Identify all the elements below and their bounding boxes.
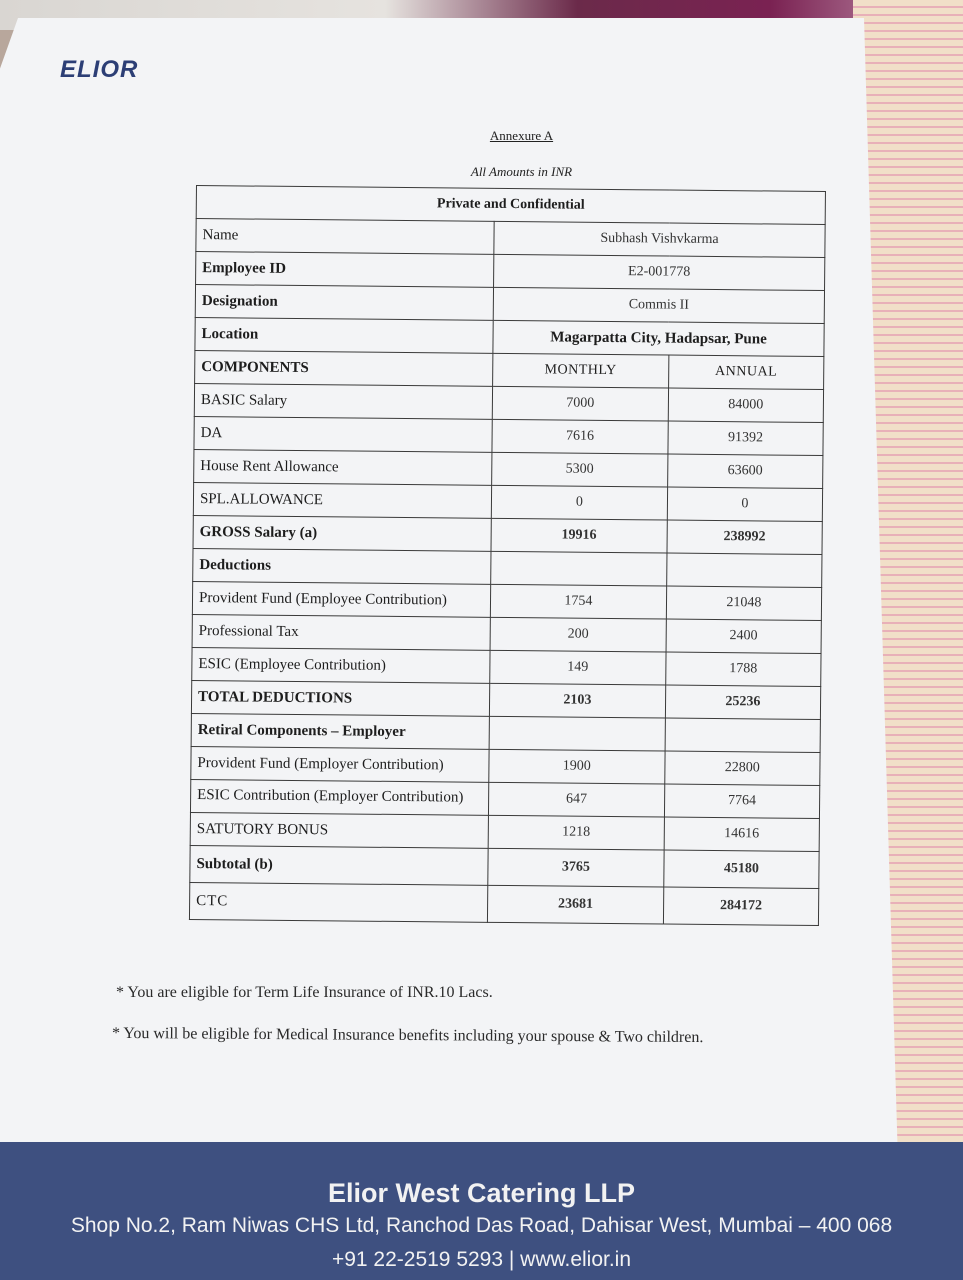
- empty-cell: [666, 553, 822, 587]
- info-label: Location: [195, 317, 493, 353]
- monthly-value: 1754: [490, 584, 666, 619]
- monthly-value: 1900: [489, 749, 665, 784]
- subtotal-annual: 45180: [664, 850, 820, 888]
- deductions-header: Deductions: [193, 548, 491, 584]
- info-value: Subhash Vishvkarma: [494, 221, 825, 257]
- retiral-header: Retiral Components – Employer: [191, 713, 489, 749]
- footer-address: Shop No.2, Ram Niwas CHS Ltd, Ranchod Das Road, Dahisar West, Mumbai – 400 068: [70, 1214, 893, 1237]
- row-label: Professional Tax: [192, 614, 490, 650]
- row-label: Provident Fund (Employer Contribution): [191, 746, 489, 782]
- subtotal-label: Subtotal (b): [190, 845, 488, 885]
- footer-contact: +91 22-2519 5293 | www.elior.in: [331, 1248, 632, 1271]
- monthly-value: 647: [488, 782, 664, 817]
- row-label: Provident Fund (Employee Contribution): [192, 581, 490, 617]
- row-label: DA: [194, 416, 492, 452]
- info-value: Magarpatta City, Hadapsar, Pune: [493, 320, 824, 356]
- annual-value: 63600: [667, 454, 823, 488]
- info-label: Name: [196, 219, 494, 255]
- gross-label: GROSS Salary (a): [193, 515, 491, 551]
- total-deductions-annual: 25236: [665, 685, 821, 719]
- annexure-title: Annexure A: [489, 128, 554, 143]
- amount-note: All Amounts in INR: [470, 164, 573, 179]
- monthly-value: 200: [490, 617, 666, 652]
- annual-value: 0: [667, 487, 823, 521]
- row-label: House Rent Allowance: [194, 449, 492, 485]
- total-deductions-label: TOTAL DEDUCTIONS: [191, 680, 489, 716]
- salary-sheet: [189, 185, 826, 926]
- monthly-value: 5300: [492, 452, 668, 487]
- empty-cell: [489, 716, 665, 751]
- annual-value: 21048: [666, 586, 822, 620]
- ctc-label: CTC: [189, 882, 487, 922]
- annual-value: 91392: [668, 421, 824, 455]
- total-deductions-monthly: 2103: [489, 683, 665, 718]
- footer-company-name: Elior West Catering LLP: [327, 1178, 636, 1208]
- empty-cell: [491, 551, 667, 586]
- components-label: COMPONENTS: [195, 350, 493, 386]
- monthly-value: 7000: [492, 386, 668, 421]
- info-label: Employee ID: [196, 252, 494, 288]
- monthly-header: MONTHLY: [493, 353, 669, 388]
- row-label: SATUTORY BONUS: [190, 812, 488, 848]
- info-label: Designation: [195, 285, 493, 321]
- company-logo: ELIOR: [60, 56, 139, 83]
- row-label: ESIC Contribution (Employer Contribution): [190, 779, 488, 815]
- monthly-value: 1218: [488, 815, 664, 850]
- medical-note: * You will be eligible for Medical Insurance benefits including your spouse & Two children.: [111, 1024, 704, 1047]
- gross-annual: 238992: [667, 520, 823, 554]
- salary-table: [189, 185, 826, 926]
- subtotal-row: [190, 845, 819, 888]
- ctc-monthly: 23681: [487, 885, 663, 924]
- info-value: Commis II: [493, 287, 824, 323]
- ctc-row: [189, 882, 818, 925]
- table-title: Private and Confidential: [196, 186, 825, 225]
- info-value: E2-001778: [494, 254, 825, 290]
- ctc-annual: 284172: [663, 887, 819, 925]
- row-label: BASIC Salary: [194, 383, 492, 419]
- annual-value: 2400: [666, 619, 822, 653]
- gross-monthly: 19916: [491, 518, 667, 553]
- empty-cell: [665, 718, 821, 752]
- monthly-value: 0: [491, 485, 667, 520]
- subtotal-monthly: 3765: [488, 848, 664, 887]
- annual-header: ANNUAL: [668, 355, 824, 389]
- monthly-value: 7616: [492, 419, 668, 454]
- annual-value: 7764: [664, 784, 820, 818]
- annual-value: 22800: [665, 751, 821, 785]
- insurance-note: * You are eligible for Term Life Insurance of INR.10 Lacs.: [116, 984, 493, 1001]
- annual-value: 14616: [664, 817, 820, 851]
- row-label: SPL.ALLOWANCE: [193, 482, 491, 518]
- annual-value: 1788: [666, 652, 822, 686]
- annual-value: 84000: [668, 388, 824, 422]
- row-label: ESIC (Employee Contribution): [192, 647, 490, 683]
- monthly-value: 149: [490, 650, 666, 685]
- letterhead-footer: [0, 1142, 963, 1280]
